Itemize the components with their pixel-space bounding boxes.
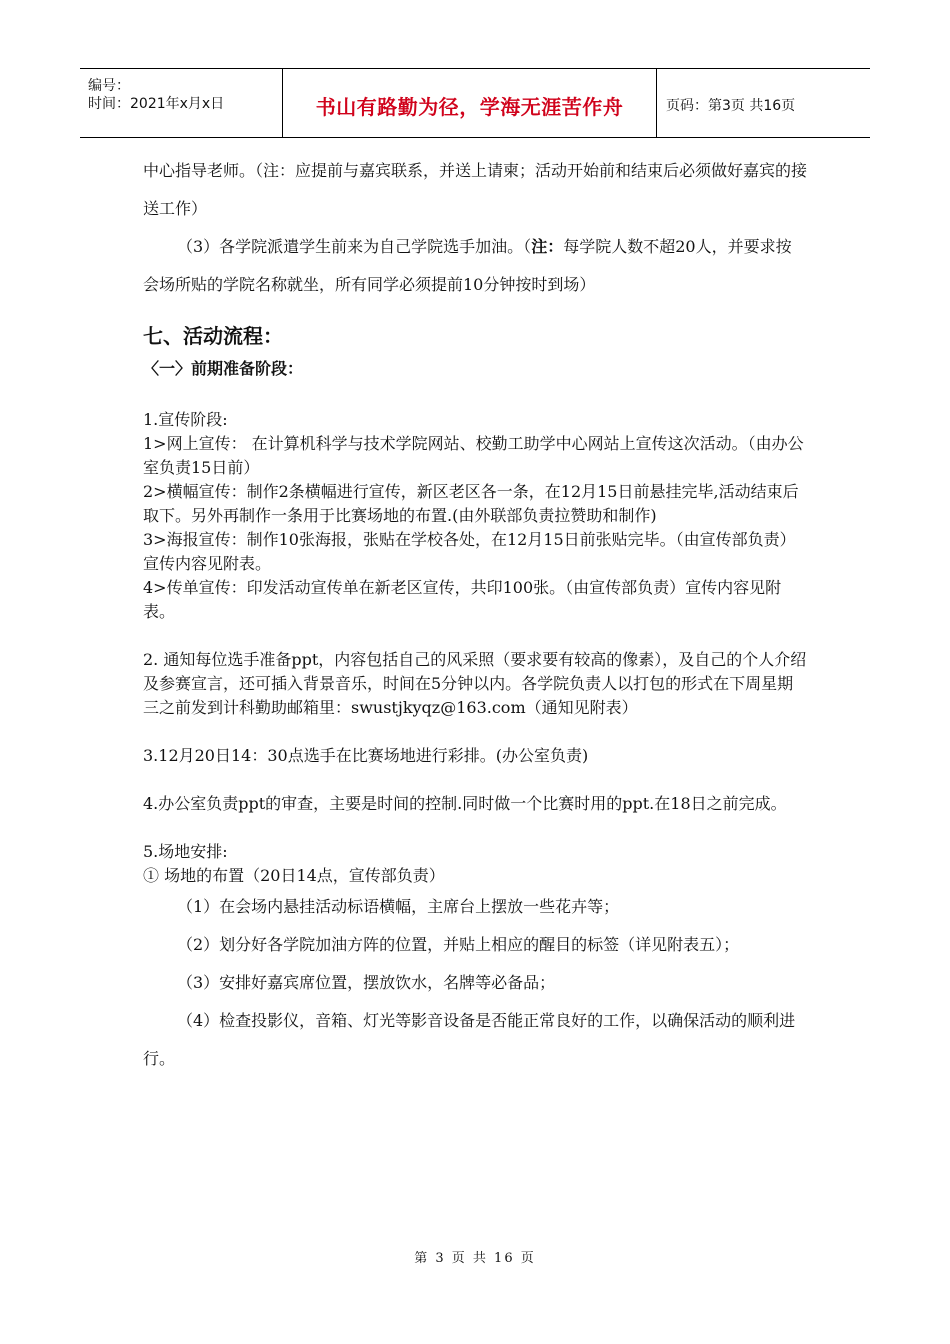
note-label: 注： (531, 237, 564, 256)
header-page-cell (656, 69, 870, 137)
list-item: （2）划分好各学院加油方阵的位置，并贴上相应的醒目的标签（详见附表五）； (177, 935, 740, 954)
list-item: （3）安排好嘉宾席位置，摆放饮水，名牌等必备品； (177, 973, 556, 992)
list-item: 3.12月20日14：30点选手在比赛场地进行彩排。(办公室负责) (143, 746, 589, 765)
document-body (143, 152, 807, 1078)
section-subtitle: 〈一〉前期准备阶段： (143, 359, 304, 378)
paragraph-text: 每学院人数不超20人，并要求按会场所贴的学院名称就坐，所有同学必须提前10分钟按时到场） (143, 237, 792, 294)
paragraph (143, 228, 807, 304)
motto: 书山有路勤为径，学海无涯苦作舟 (315, 95, 624, 119)
list-item: 4>传单宣传：印发活动宣传单在新老区宣传，共印100张。（由宣传部负责）宣传内容见附表。 (143, 578, 782, 621)
paragraph-text: （3）各学院派遣学生前来为自己学院选手加油。（ (177, 237, 532, 256)
list-item: 2>横幅宣传：制作2条横幅进行宣传，新区老区各一条，在12月15日前悬挂完毕,活动结束后取下。另外再制作一条用于比赛场地的布置.(由外联部负责拉赞助和制作) (143, 482, 799, 525)
time-label: 时间：2021年x月x日 (88, 96, 225, 112)
list-item: 1.宣传阶段: (143, 410, 228, 429)
list-item: 2. 通知每位选手准备ppt，内容包括自己的风采照（要求要有较高的像素），及自己的个人介绍及参赛宣言，还可插入背景音乐，时间在5分钟以内。各学院负责人以打包的形式在下周星期三之前发到计科勤助邮箱里：swustjkyqz@163.com（通知见附表） (143, 650, 807, 717)
list-item: （4）检查投影仪，音箱、灯光等影音设备是否能正常良好的工作，以确保活动的顺利进行。 (143, 1011, 796, 1068)
page-footer: 第 3 页 共 16 页 (414, 1251, 536, 1266)
list-item: 3>海报宣传：制作10张海报，张贴在学校各处，在12月15日前张贴完毕。（由宣传部负责） 宣传内容见附表。 (143, 530, 796, 573)
page-number-label: 页码：第3页 共16页 (666, 98, 796, 114)
page-header (80, 68, 870, 138)
header-motto-cell (282, 69, 657, 137)
section-title: 七、活动流程： (143, 324, 283, 348)
list-item: ① 场地的布置（20日14点，宣传部负责） (143, 866, 445, 885)
list-item: 5.场地安排: (143, 842, 228, 861)
list-item: 4.办公室负责ppt的审查，主要是时间的控制.同时做一个比赛时用的ppt.在18日之前完成。 (143, 794, 787, 813)
list-item: 1>网上宣传： 在计算机科学与技术学院网站、校勤工助学中心网站上宣传这次活动。（由办公室负责15日前） (143, 434, 804, 477)
list-item: （1）在会场内悬挂活动标语横幅，主席台上摆放一些花卉等； (177, 897, 620, 916)
paragraph: 中心指导老师。（注：应提前与嘉宾联系，并送上请柬；活动开始前和结束后必须做好嘉宾的接送工作） (143, 161, 808, 218)
number-label: 编号： (88, 78, 130, 94)
header-info-cell (80, 69, 282, 137)
